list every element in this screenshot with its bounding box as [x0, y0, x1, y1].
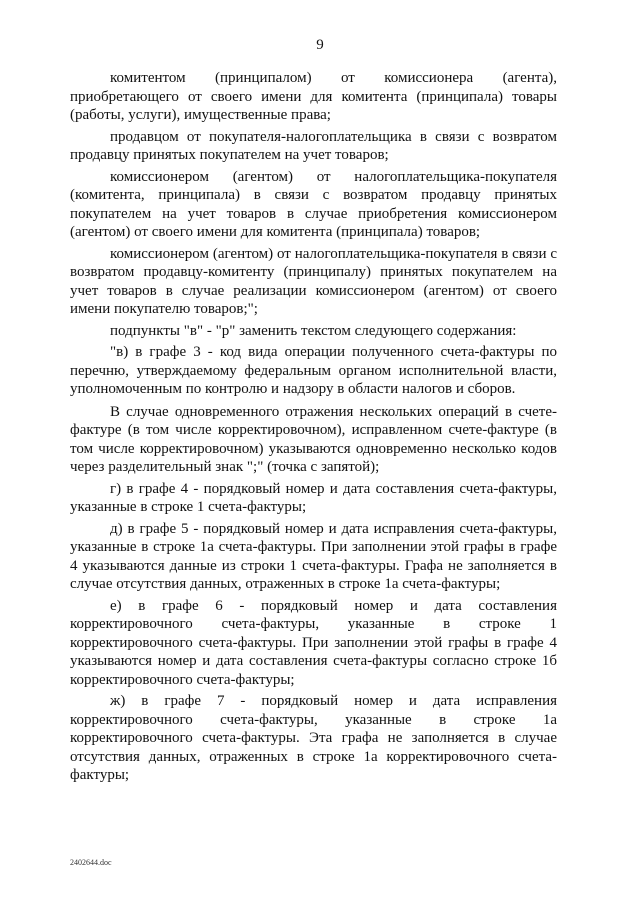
paragraph-multiple-operations: В случае одновременного отражения нескольких операций в счете-фактуре (в том числе корректировочном), исправленном счете-фактуре (в том числе корректировочном) указываются одновременно несколько кодов через разделительный знак ";" (точка с запятой);: [70, 403, 557, 475]
paragraph-item-e: е) в графе 6 - порядковый номер и дата составления корректировочного счета-фактуры, указанные в строке 1 корректировочного счета-фактуры. При заполнении этой графы в графе 4 указываются номер и дата составления счета-фактуры согласно строке 1б корректировочного счета-фактуры;: [70, 597, 557, 688]
paragraph-item-v: "в) в графе 3 - код вида операции полученного счета-фактуры по перечню, утверждаемому федеральным органом исполнительной власти, уполномоченным по контролю и надзору в области налогов и сборов.: [70, 344, 557, 397]
footer-document-code: 2402644.doc: [70, 858, 112, 867]
paragraph-commissioner-sale: комиссионером (агентом) от налогоплательщика-покупателя в связи с возвратом продавцу-комитенту (принципалу) принятых покупателем на учет товаров в случае реализации комиссионером (агентом) от своего имени покупателю товаров;";: [70, 245, 557, 317]
paragraph-item-d: д) в графе 5 - порядковый номер и дата исправления счета-фактуры, указанные в строке 1а счета-фактуры. При заполнении этой графы в графе 4 указываются данные из строки 1 счета-фактуры. Графа не заполняется в случае отсутствия данных, отраженных в строке 1а счета-фактуры;: [70, 520, 557, 592]
paragraph-commitent: комитентом (принципалом) от комиссионера (агента), приобретающего от своего имени для комитента (принципала) товары (работы, услуги), имущественные права;: [70, 70, 557, 123]
paragraph-seller: продавцом от покупателя-налогоплательщика в связи с возвратом продавцу принятых покупателем на учет товаров;: [70, 128, 557, 163]
document-body: [70, 69, 557, 788]
paragraph-item-g: г) в графе 4 - порядковый номер и дата составления счета-фактуры, указанные в строке 1 счета-фактуры;: [70, 480, 557, 515]
page-number: 9: [316, 37, 324, 53]
paragraph-subpoints-replace: подпункты "в" - "р" заменить текстом следующего содержания:: [110, 322, 517, 339]
paragraph-commissioner-purchase: комиссионером (агентом) от налогоплательщика-покупателя (комитента, принципала) в связи с возвратом продавцу принятых покупателем на учет товаров в случае приобретения комиссионером (агентом) от своего имени для комитента (принципала) товаров;: [70, 168, 557, 240]
paragraph-item-zh: ж) в графе 7 - порядковый номер и дата исправления корректировочного счета-фактуры, указанные в строке 1а корректировочного счета-фактуры. Эта графа не заполняется в случае отсутствия данных, отраженных в строке 1а корректировочного счета-фактуры;: [70, 693, 557, 783]
